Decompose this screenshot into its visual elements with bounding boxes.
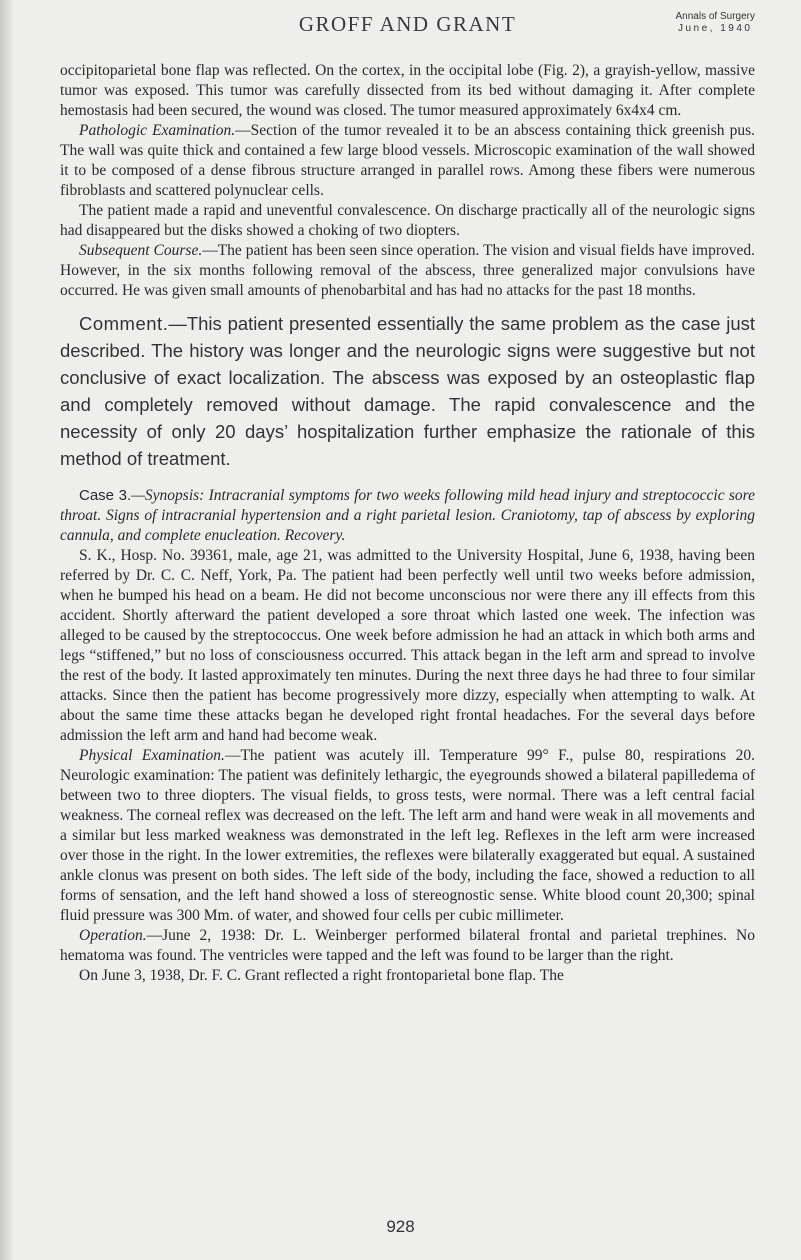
paragraph-operation-continued: occipitoparietal bone flap was reflected. On the cortex, in the occipital lobe (Fig. 2), a grayish-yellow, massive tumor was exposed. This tumor was carefully dissected from its bed without damaging it. After complete hemostasis had been secured, the wound was closed. The tumor measured approximately 6x4x4 cm.	[60, 62, 755, 119]
case-3-physical-examination	[60, 746, 755, 926]
physical-examination-text: —The patient was acutely ill. Temperature 99° F., pulse 80, respirations 20. Neurologic examination: The patient was definitely lethargic, the eyegrounds showed a bilateral papilledema of between two to three diopters. The visual fields, to gross tests, were normal. There was a left central facial weakness. The corneal reflex was decreased on the left. The left arm and hand were weak in all movements and a similar but less marked weakness was demonstrated in the left leg. Reflexes in the left arm were increased over those in the right. In the lower extremities, the reflexes were bilaterally exaggerated but equal. A sustained ankle clonus was present on both sides. The left side of the body, including the face, showed a reduction to all forms of sensation, and the left hand showed a loss of stereognostic sense. White blood count 20,300; spinal fluid pressure was 300 Mm. of water, and showed four cells per cubic millimeter.	[60, 747, 755, 924]
case-3-synopsis	[60, 486, 755, 546]
comment-text: —This patient presented essentially the same problem as the case just described. The history was longer and the neurologic signs were suggestive but not conclusive of exact localization. The abscess was exposed by an osteoplastic flap and completely removed without damage. The rapid convalescence and the necessity of only 20 days’ hospitalization further emphasize the rationale of this method of treatment.	[60, 313, 755, 469]
synopsis-heading: —Synopsis:	[131, 487, 205, 504]
paragraph-subsequent-course	[60, 241, 755, 301]
case-3-section	[60, 486, 755, 986]
journal-name	[676, 11, 756, 35]
subsequent-course-text: —The patient has been seen since operation. The vision and visual fields have improved. However, in the six months following removal of the abscess, three generalized major convulsions have occurred. He was given small amounts of phenobarbital and has had no attacks for the past 18 months.	[60, 242, 755, 299]
article-body	[60, 61, 755, 986]
pathologic-examination-text: —Section of the tumor revealed it to be an abscess containing thick greenish pus. The wall was quite thick and contained a few large blood vessels. Microscopic examination of the wall showed it to be composed of a dense fibrous structure arranged in parallel rows. Among these fibers were numerous fibroblasts and scattered polynuclear cells.	[60, 122, 755, 199]
paragraph-comment	[60, 310, 755, 472]
paragraph-pathologic-examination	[60, 121, 755, 201]
journal-date: June, 1940	[678, 23, 753, 34]
paragraph-convalescence: The patient made a rapid and uneventful convalescence. On discharge practically all of the neurologic signs had disappeared but the disks showed a choking of two diopters.	[60, 202, 755, 239]
page-header	[60, 8, 755, 42]
operation-heading: Operation.	[79, 927, 147, 944]
case-3-heading: Case 3.	[79, 487, 132, 504]
subsequent-course-heading: Subsequent Course.	[79, 242, 203, 259]
operation-text: —June 2, 1938: Dr. L. Weinberger performed bilateral frontal and parietal trephines. No hematoma was found. The ventricles were tapped and the left was found to be larger than the right.	[60, 927, 755, 964]
running-head: GROFF AND GRANT	[298, 12, 517, 36]
physical-examination-heading: Physical Examination.	[79, 747, 225, 764]
case-3-history: S. K., Hosp. No. 39361, male, age 21, was admitted to the University Hospital, June 6, 1938, having been referred by Dr. C. C. Neff, York, Pa. The patient had been perfectly well until two weeks before admission, when he bumped his head on a beam. He did not become unconscious nor were there any ill effects from this accident. Shortly afterward the patient developed a sore throat which lasted one week. The infection was alleged to be caused by the streptococcus. One week before admission he had an attack in which both arms and legs “stiffened,” but no loss of consciousness occurred. This attack began in the left arm and spread to involve the rest of the body. It lasted approximately ten minutes. During the next three days he had three to four similar attacks. Since then the patient has become progressively more dizzy, especially when attempting to walk. At about the same time these attacks began he developed right frontal headaches. For the several days before admission the left arm and hand had become weak.	[60, 547, 755, 744]
journal-title: Annals of Surgery	[675, 11, 755, 22]
case-3-operation	[60, 926, 755, 966]
page-number: 928	[386, 1217, 415, 1236]
synopsis-text: Intracranial symptoms for two weeks following mild head injury and streptococcic sore throat. Signs of intracranial hypertension and a right parietal lesion. Craniotomy, tap of abscess by exploring cannula, and complete enucleation. Recovery.	[60, 487, 755, 544]
pathologic-examination-heading: Pathologic Examination.	[79, 122, 236, 139]
case-3-operation-continued: On June 3, 1938, Dr. F. C. Grant reflected a right frontoparietal bone flap. The	[79, 967, 564, 984]
page-edge-shadow	[0, 0, 14, 1260]
comment-heading: Comment.	[79, 313, 169, 334]
